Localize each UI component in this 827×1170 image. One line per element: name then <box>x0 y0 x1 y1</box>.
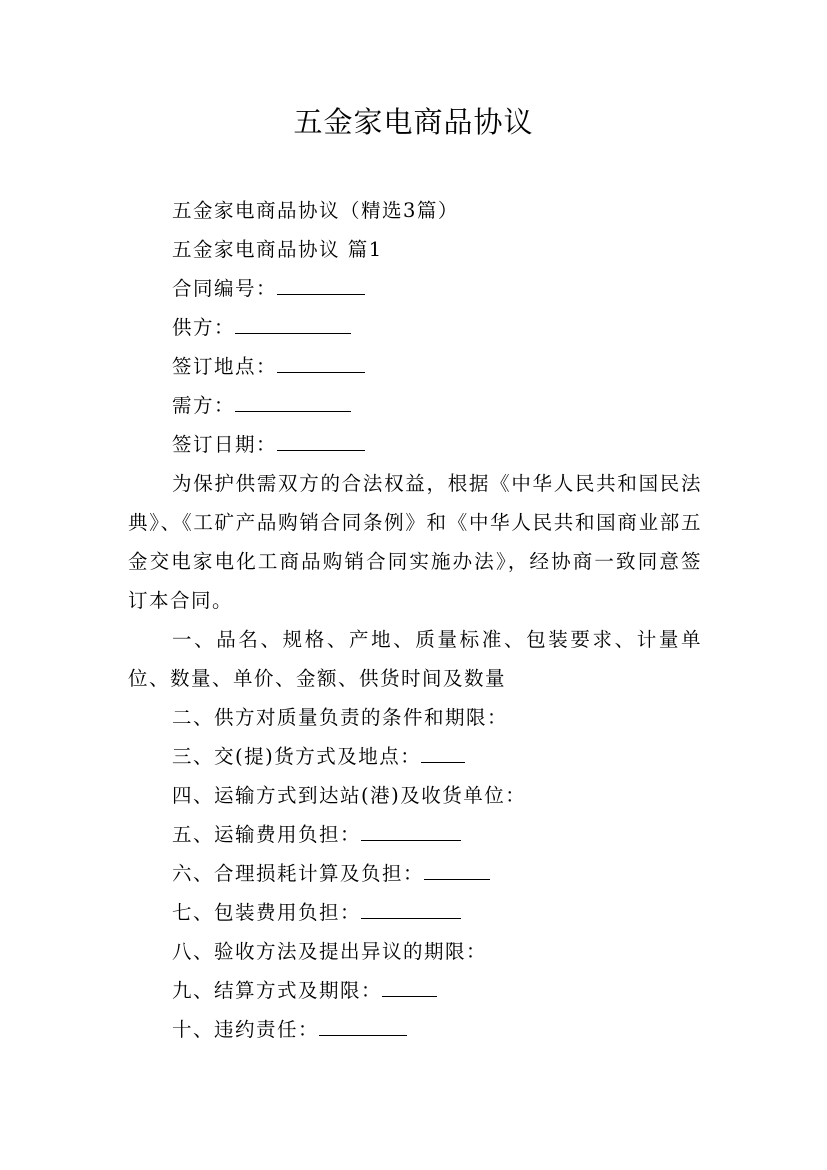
clause-4: 四、运输方式到达站(港)及收货单位： <box>172 784 527 807</box>
supplier-line <box>128 308 702 347</box>
clause-10: 十、违约责任： <box>172 1018 320 1041</box>
clause-6-line <box>128 854 702 893</box>
clause-9-blank <box>382 978 437 997</box>
clause-7-line <box>128 893 702 932</box>
contract-number-blank <box>277 276 365 295</box>
supplier-blank <box>235 315 351 334</box>
contract-number-line <box>128 269 702 308</box>
clause-5: 五、运输费用负担： <box>172 823 362 846</box>
sign-date-line <box>128 425 702 464</box>
sign-place-blank <box>277 354 365 373</box>
buyer-blank <box>235 393 351 412</box>
clause-10-blank <box>319 1017 407 1036</box>
clause-5-line <box>128 815 702 854</box>
clause-9: 九、结算方式及期限： <box>172 979 383 1002</box>
clause-2: 二、供方对质量负责的条件和期限： <box>172 706 509 729</box>
document-body <box>128 191 702 1049</box>
sign-place-line <box>128 347 702 386</box>
preamble-paragraph: 为保护供需双方的合法权益，根据《中华人民共和国民法典》、《工矿产品购销合同条例》和《中华人民共和国商业部五金交电家电化工商品购销合同实施办法》，经协商一致同意签订本合同。 <box>128 472 702 612</box>
document-title: 五金家电商品协议 <box>293 105 534 139</box>
buyer-line <box>128 386 702 425</box>
clause-6-blank <box>424 861 490 880</box>
sign-date-label: 签订日期： <box>172 433 278 456</box>
clause-1: 一、品名、规格、产地、质量标准、包装要求、计量单位、数量、单价、金额、供货时间及数量 <box>128 628 702 690</box>
contract-number-label: 合同编号： <box>172 277 278 300</box>
sign-date-blank <box>277 432 365 451</box>
clause-10-line <box>128 1010 702 1049</box>
clause-3-line <box>128 737 702 776</box>
clause-3-blank <box>421 744 465 763</box>
clause-3: 三、交(提)货方式及地点： <box>172 745 422 768</box>
clause-8: 八、验收方法及提出异议的期限： <box>172 940 488 963</box>
clause-9-line <box>128 971 702 1010</box>
clause-7: 七、包装费用负担： <box>172 901 362 924</box>
clause-5-blank <box>361 822 461 841</box>
buyer-label: 需方： <box>172 394 236 417</box>
clause-7-blank <box>361 900 461 919</box>
document-subtitle: 五金家电商品协议（精选3篇） <box>172 199 459 222</box>
section-heading: 五金家电商品协议 篇1 <box>172 238 383 261</box>
supplier-label: 供方： <box>172 316 236 339</box>
clause-6: 六、合理损耗计算及负担： <box>172 862 425 885</box>
sign-place-label: 签订地点： <box>172 355 278 378</box>
